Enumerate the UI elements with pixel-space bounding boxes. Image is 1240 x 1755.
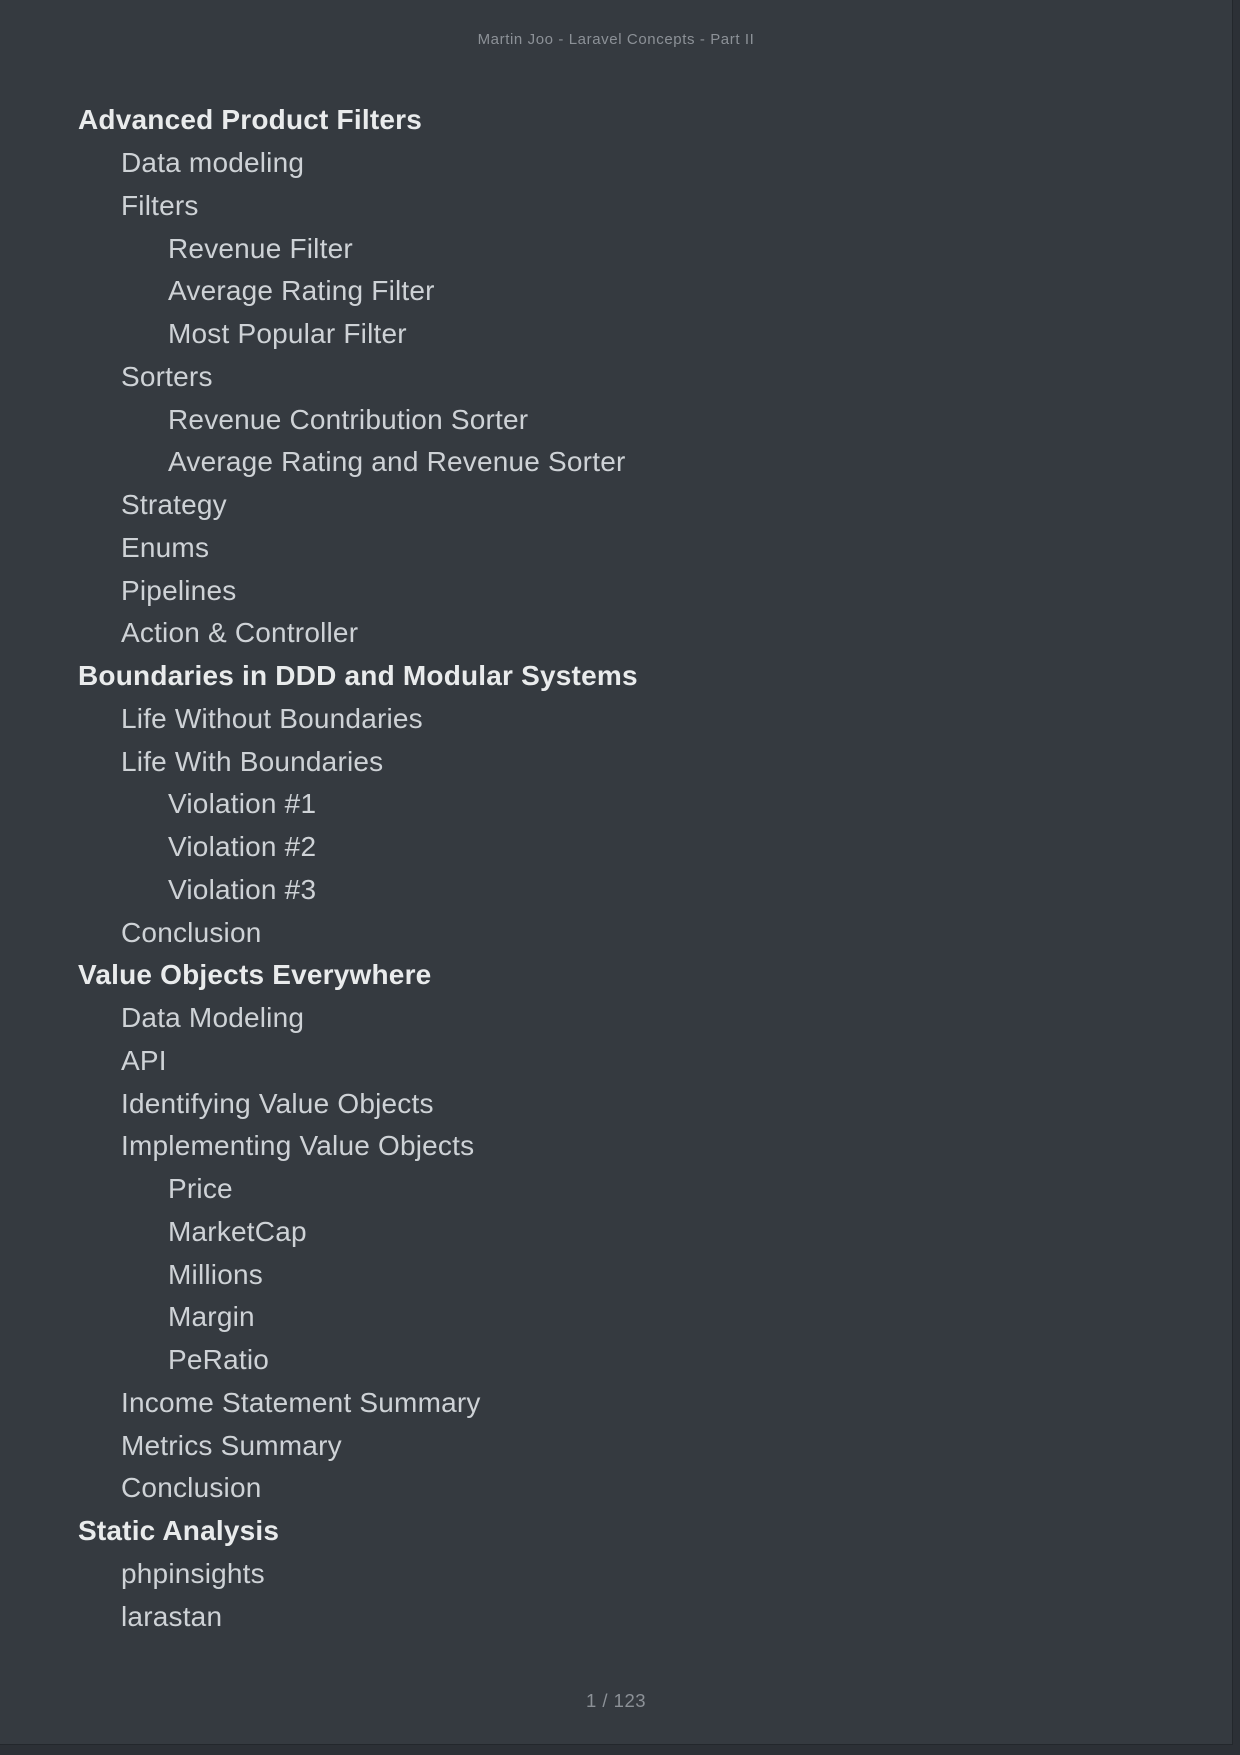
toc-item[interactable] (0, 698, 1232, 741)
toc-item-label: larastan (121, 1600, 223, 1632)
toc-item[interactable] (0, 1082, 1232, 1125)
toc-item-label: Implementing Value Objects (121, 1130, 475, 1162)
toc-item[interactable] (0, 527, 1232, 570)
toc-section-heading[interactable] (0, 954, 1232, 997)
toc-item-label: Enums (121, 531, 210, 563)
toc-item-label: Price (168, 1173, 233, 1205)
toc-item[interactable] (0, 569, 1232, 612)
toc-item-label: Conclusion (121, 916, 262, 948)
toc-item[interactable] (0, 398, 1232, 441)
toc-item[interactable] (0, 1467, 1232, 1510)
toc-item-label: Millions (168, 1258, 263, 1290)
toc-item-label: Conclusion (121, 1472, 262, 1504)
toc-item-label: Data modeling (121, 147, 305, 179)
toc-item[interactable] (0, 270, 1232, 313)
table-of-contents (0, 99, 1232, 1638)
toc-item[interactable] (0, 997, 1232, 1040)
toc-item[interactable] (0, 740, 1232, 783)
toc-item-label: Income Statement Summary (121, 1386, 481, 1418)
toc-item-label: Life With Boundaries (121, 745, 384, 777)
toc-item[interactable] (0, 441, 1232, 484)
toc-item-label: Revenue Filter (168, 232, 353, 264)
toc-item[interactable] (0, 612, 1232, 655)
toc-item-label: Average Rating and Revenue Sorter (168, 446, 626, 478)
toc-item[interactable] (0, 1595, 1232, 1638)
toc-item-label: Data Modeling (121, 1002, 305, 1034)
toc-item-label: Pipelines (121, 574, 237, 606)
toc-item[interactable] (0, 783, 1232, 826)
toc-item[interactable] (0, 1553, 1232, 1596)
toc-item[interactable] (0, 1296, 1232, 1339)
toc-item-label: Advanced Product Filters (78, 104, 422, 136)
toc-item-label: Metrics Summary (121, 1429, 342, 1461)
toc-item-label: Sorters (121, 360, 213, 392)
toc-item-label: MarketCap (168, 1215, 307, 1247)
toc-item-label: Most Popular Filter (168, 318, 407, 350)
toc-item-label: Boundaries in DDD and Modular Systems (78, 660, 638, 692)
toc-item[interactable] (0, 1168, 1232, 1211)
page-number: 1 / 123 (585, 1690, 647, 1711)
toc-item-label: Violation #1 (168, 788, 317, 820)
toc-item-label: Static Analysis (78, 1515, 280, 1547)
toc-item-label: Filters (121, 189, 199, 221)
toc-section-heading[interactable] (0, 655, 1232, 698)
toc-item[interactable] (0, 313, 1232, 356)
toc-item-label: Violation #2 (168, 831, 317, 863)
toc-item-label: API (121, 1044, 167, 1076)
running-header: Martin Joo - Laravel Concepts - Part II (477, 31, 755, 48)
toc-item[interactable] (0, 227, 1232, 270)
toc-item[interactable] (0, 484, 1232, 527)
toc-item[interactable] (0, 142, 1232, 185)
toc-item-label: Action & Controller (121, 617, 359, 649)
toc-item-label: Revenue Contribution Sorter (168, 403, 529, 435)
toc-item-label: Margin (168, 1301, 255, 1333)
toc-item-label: Life Without Boundaries (121, 702, 423, 734)
toc-item[interactable] (0, 356, 1232, 399)
toc-item[interactable] (0, 1211, 1232, 1254)
toc-item[interactable] (0, 1125, 1232, 1168)
toc-item[interactable] (0, 826, 1232, 869)
toc-item[interactable] (0, 869, 1232, 912)
toc-item[interactable] (0, 185, 1232, 228)
toc-item[interactable] (0, 1040, 1232, 1083)
toc-section-heading[interactable] (0, 99, 1232, 142)
toc-item-label: Violation #3 (168, 873, 317, 905)
toc-item[interactable] (0, 1253, 1232, 1296)
toc-item-label: Strategy (121, 489, 227, 521)
toc-item-label: Value Objects Everywhere (78, 959, 432, 991)
toc-item-label: phpinsights (121, 1557, 265, 1589)
toc-item[interactable] (0, 1382, 1232, 1425)
toc-item-label: Identifying Value Objects (121, 1087, 434, 1119)
toc-item[interactable] (0, 1339, 1232, 1382)
toc-item[interactable] (0, 1424, 1232, 1467)
toc-section-heading[interactable] (0, 1510, 1232, 1553)
toc-item-label: Average Rating Filter (168, 275, 435, 307)
toc-item[interactable] (0, 911, 1232, 954)
toc-item-label: PeRatio (168, 1344, 270, 1376)
